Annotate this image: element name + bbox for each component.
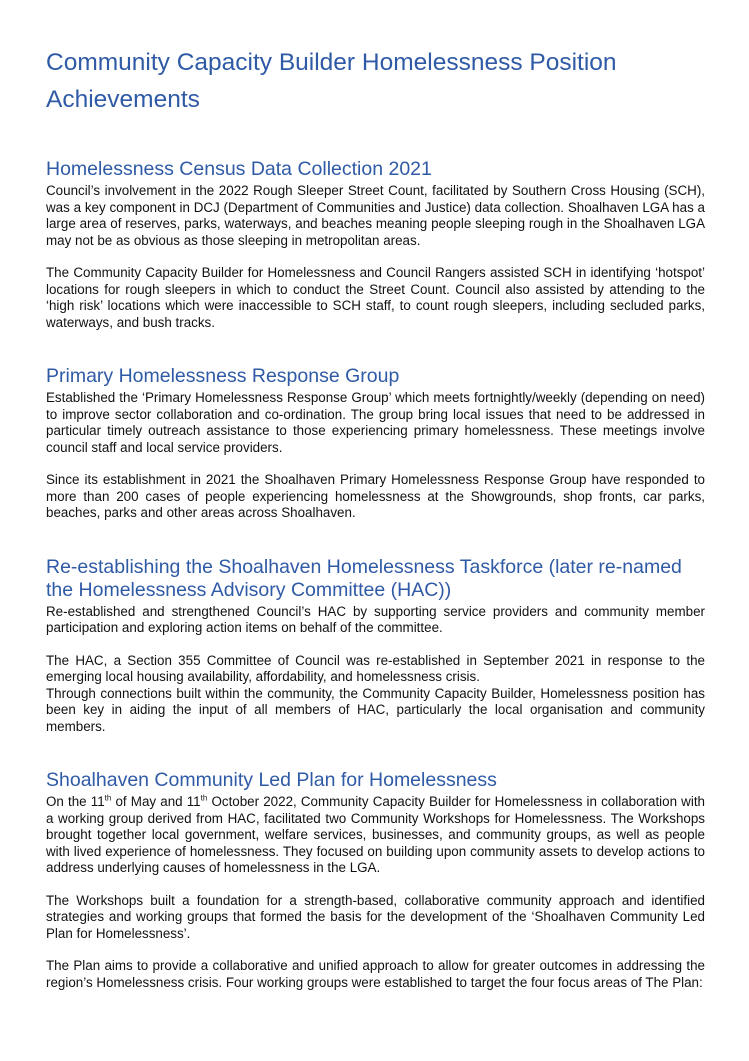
intro-text: On the 11 (46, 794, 105, 809)
paragraph: Through connections built within the community, the Community Capacity Builder, Homelessness position has been key in aiding the input of all members of HAC, particularly the local organisation and community members. (46, 685, 705, 734)
ordinal-suffix: th (104, 793, 112, 803)
paragraph: The Community Capacity Builder for Homelessness and Council Rangers assisted SCH in identifying ‘hotspot’ locations for rough sleepers in which to conduct the Street Count. Council also assisted by attending to the ‘high risk’ locations which were inaccessible to SCH staff, to count rough sleepers, including secluded parks, waterways, and bush tracks. (46, 265, 705, 330)
paragraph: The Plan aims to provide a collaborative and unified approach to allow for greater outcomes in addressing the region’s Homelessness crisis. Four working groups were established to target the four focus areas of The Plan: (46, 958, 705, 990)
document-page (46, 44, 705, 991)
section-heading: Shoalhaven Community Led Plan for Homelessness (46, 769, 497, 791)
paragraph: The HAC, a Section 355 Committee of Council was re-established in September 2021 in response to the emerging local housing availability, affordability, and homelessness crisis. (46, 652, 705, 684)
paragraph: Council’s involvement in the 2022 Rough Sleeper Street Count, facilitated by Southern Cross Housing (SCH), was a key component in DCJ (Department of Communities and Justice) data collection. Shoalhaven LGA has a large area of reserves, parks, waterways, and beaches meaning people sleeping rough in the Shoalhaven LGA may not be as obvious as those sleeping in metropolitan areas. (46, 183, 705, 248)
section-community-led-plan (46, 769, 705, 991)
paragraph: The Workshops built a foundation for a strength-based, collaborative community approach and identified strategies and working groups that formed the basis for the development of the ‘Shoalhaven Community Led Plan for Homelessness’. (46, 892, 705, 941)
section-heading: Re-establishing the Shoalhaven Homelessness Taskforce (later re-named the Homelessness Advisory Committee (HAC)) (46, 555, 682, 601)
ordinal-suffix: th (200, 793, 208, 803)
paragraph: Re-established and strengthened Council’s HAC by supporting service providers and community member participation and exploring action items on behalf of the committee. (46, 603, 705, 635)
section-response-group (46, 365, 705, 522)
section-census-data (46, 158, 705, 331)
section-heading: Homelessness Census Data Collection 2021 (46, 158, 432, 180)
paragraph (46, 794, 705, 877)
document-title: Community Capacity Builder Homelessness Position Achievements (46, 49, 617, 113)
paragraph: Established the ‘Primary Homelessness Response Group’ which meets fortnightly/weekly (depending on need) to improve sector collaboration and co-ordination. The group bring local issues that need to be addressed in particular timely outreach assistance to those experiencing primary homelessness. These meetings involve council staff and local service providers. (46, 390, 705, 455)
intro-text: October 2022, Community Capacity Builder for Homelessness in collaboration with a working group derived from HAC, facilitated two Community Workshops for Homelessness. The Workshops brought together local government, welfare services, businesses, and community groups, as well as people with lived experience of homelessness. They focused on building upon community assets to develop actions to address underlying causes of homelessness in the LGA. (46, 794, 705, 875)
section-taskforce (46, 556, 705, 736)
paragraph: Since its establishment in 2021 the Shoalhaven Primary Homelessness Response Group have responded to more than 200 cases of people experiencing homelessness at the Showgrounds, shop fronts, car parks, beaches, parks and other areas across Shoalhaven. (46, 472, 705, 520)
section-heading: Primary Homelessness Response Group (46, 365, 400, 387)
intro-text: of May and 11 (111, 794, 201, 809)
